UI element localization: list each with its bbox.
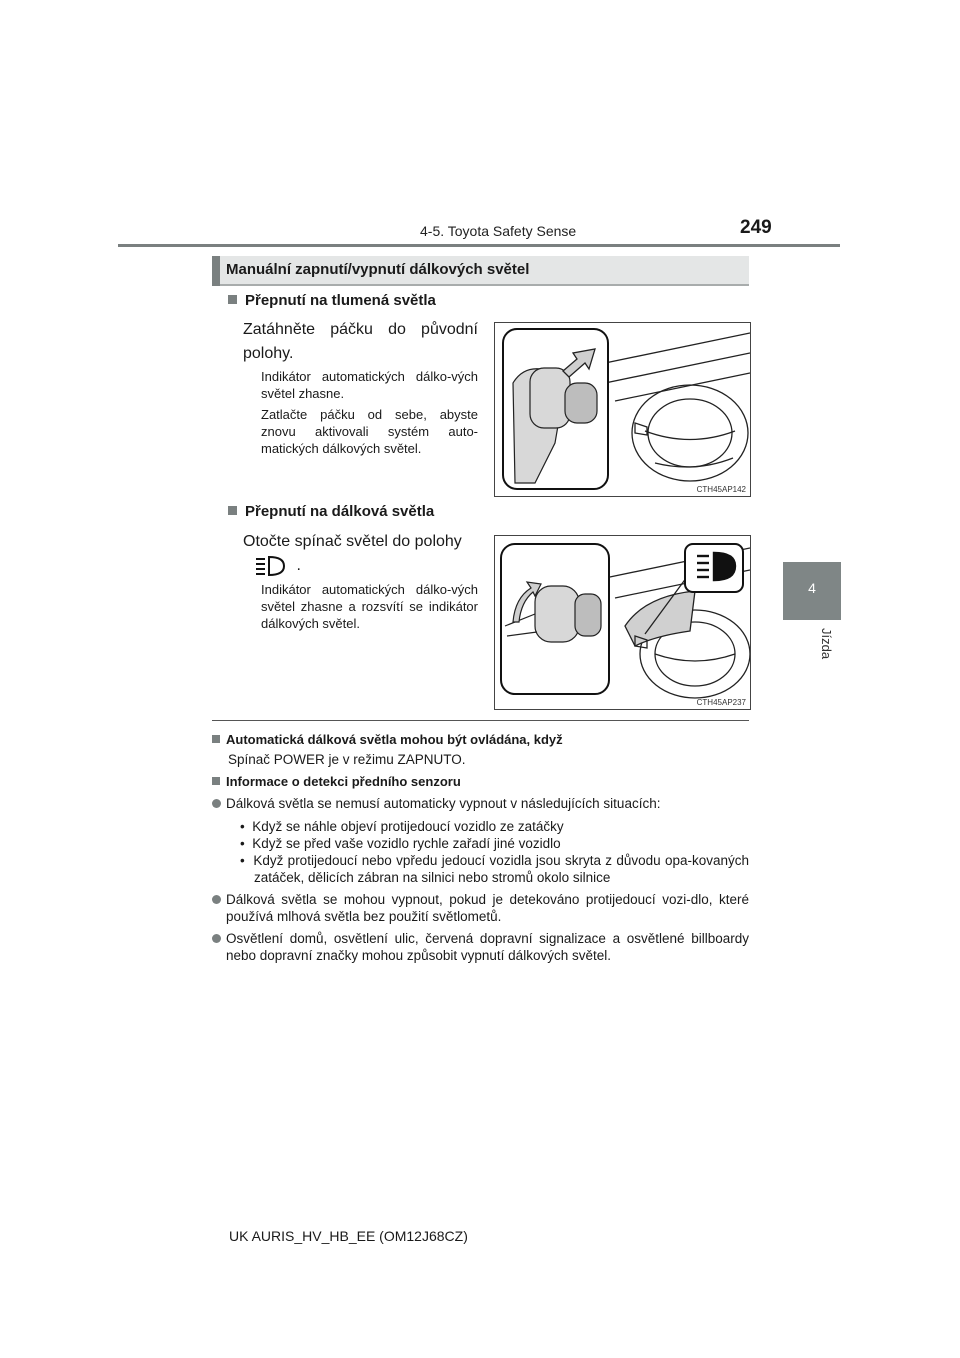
bullet-1 xyxy=(212,795,749,812)
square-bullet-icon xyxy=(212,777,220,785)
high-beam-icon xyxy=(254,555,286,577)
bullet-text: Osvětlení domů, osvětlení ulic, červená dopravní signalizace a osvětlené billboardy nebo dopravní značky mohou způsobit vypnutí dálkových světel. xyxy=(226,931,749,963)
instruction-icon-line xyxy=(254,555,301,579)
figure-low-beam xyxy=(494,322,751,497)
subitem-text: Když se před vaše vozidlo rychle zařadí jiné vozidlo xyxy=(252,836,561,851)
figure-high-beam xyxy=(494,535,751,710)
info-heading-1 xyxy=(212,732,563,747)
subitem-2: • Když se před vaše vozidlo rychle zařadí jiné vozidlo xyxy=(240,836,561,851)
subitem-text: Když protijedoucí nebo vpředu jedoucí vozidla jsou skryta z důvodu opa-kovaných zatáček, dělicích zábran na silnici nebo stromů okolo silnice xyxy=(253,853,749,885)
footer-model-code: UK AURIS_HV_HB_EE (OM12J68CZ) xyxy=(229,1228,468,1244)
subheading-text: Přepnutí na tlumená světla xyxy=(245,292,436,309)
section-heading-marker xyxy=(212,256,220,286)
note-high-beam-1: Indikátor automatických dálko-vých světel zhasne a rozsvítí se indikátor dálkových světel. xyxy=(261,582,478,631)
info-heading-text: Informace o detekci předního senzoru xyxy=(226,774,461,789)
instruction-high-beam xyxy=(243,530,478,554)
lever-pull-illustration xyxy=(495,323,750,496)
info-text-1: Spínač POWER je v režimu ZAPNUTO. xyxy=(228,752,466,767)
square-bullet-icon xyxy=(228,295,237,304)
header-rule xyxy=(118,244,840,247)
subitem-1: • Když se náhle objeví protijedoucí vozidlo ze zatáčky xyxy=(240,819,564,834)
subitem-3: • Když protijedoucí nebo vpředu jedoucí vozidla jsou skryta z důvodu opa-kovaných zatáček, dělicích zábran na silnici nebo stromů okolo silnice xyxy=(240,853,749,885)
note-low-beam-2: Zatlačte páčku od sebe, abyste znovu aktivovali systém auto-matických dálkových světel. xyxy=(261,407,478,456)
bullet-text: Dálková světla se nemusí automaticky vypnout v následujících situacích: xyxy=(226,796,661,811)
circle-bullet-icon xyxy=(212,934,221,943)
chapter-tab: 4 xyxy=(783,562,841,620)
page-number: 249 xyxy=(740,217,772,238)
info-heading-text: Automatická dálková světla mohou být ovládána, když xyxy=(226,732,563,747)
bullet-3 xyxy=(212,930,749,964)
switch-rotate-illustration xyxy=(495,536,750,709)
square-bullet-icon xyxy=(212,735,220,743)
figure-code: CTH45AP237 xyxy=(696,698,746,707)
instruction-low-beam: Zatáhněte páčku do původní polohy. xyxy=(243,321,478,362)
instruction-text: Otočte spínač světel do polohy xyxy=(243,533,462,550)
note-low-beam-1: Indikátor automatických dálko-vých světel zhasne. xyxy=(261,369,478,401)
instruction-end: . xyxy=(296,557,301,574)
subheading-text: Přepnutí na dálková světla xyxy=(245,503,435,520)
subitem-text: Když se náhle objeví protijedoucí vozidlo ze zatáčky xyxy=(252,819,564,834)
info-heading-2 xyxy=(212,774,461,789)
circle-bullet-icon xyxy=(212,799,221,808)
bullet-text: Dálková světla se mohou vypnout, pokud je detekováno protijedoucí vozi-dlo, které používá mlhová světla bez použití světlometů. xyxy=(226,892,749,924)
circle-bullet-icon xyxy=(212,895,221,904)
figure-code: CTH45AP142 xyxy=(696,485,746,494)
section-heading-bar xyxy=(212,256,749,286)
header-section-title: 4-5. Toyota Safety Sense xyxy=(420,223,577,239)
section-heading: Manuální zapnutí/vypnutí dálkových světel xyxy=(226,261,530,278)
bullet-2 xyxy=(212,891,749,925)
subheading-high-beam xyxy=(228,503,434,520)
subheading-low-beam xyxy=(228,292,436,309)
square-bullet-icon xyxy=(228,506,237,515)
chapter-label: Jízda xyxy=(819,628,834,660)
divider xyxy=(212,720,749,721)
